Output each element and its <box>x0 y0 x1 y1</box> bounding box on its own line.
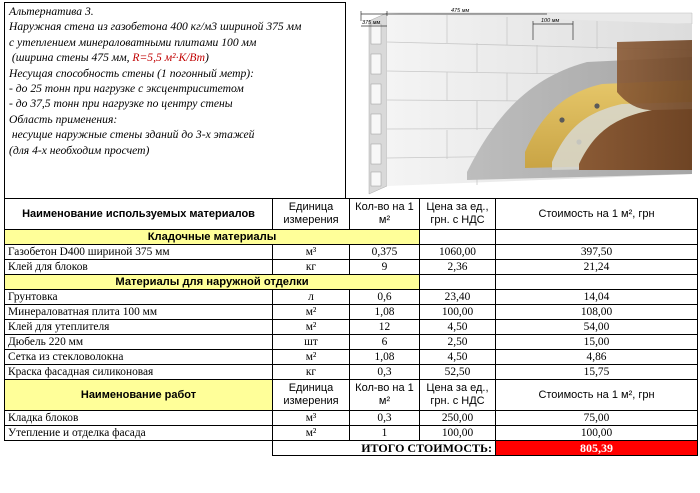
cell-qty: 0,375 <box>350 245 420 260</box>
col-header-name: Наименование используемых материалов <box>5 199 273 230</box>
cell-unit: м³ <box>273 411 350 426</box>
cell-unit: м² <box>273 426 350 441</box>
desc-line: (для 4-х необходим просчет) <box>9 143 150 157</box>
total-label: ИТОГО СТОИМОСТЬ: <box>273 441 496 456</box>
desc-line: с утеплением минераловатными плитами 100 мм <box>9 35 257 49</box>
cell-cost: 54,00 <box>496 320 698 335</box>
cell-qty: 0,3 <box>350 411 420 426</box>
cell-name: Краска фасадная силиконовая <box>5 365 273 380</box>
cell-name: Утепление и отделка фасада <box>5 426 273 441</box>
cell-name: Дюбель 220 мм <box>5 335 273 350</box>
cell-price: 1060,00 <box>420 245 496 260</box>
cell-cost: 397,50 <box>496 245 698 260</box>
cell-price: 100,00 <box>420 426 496 441</box>
col-header-price: Цена за ед., грн. с НДС <box>420 199 496 230</box>
desc-close-paren: ) <box>205 51 209 65</box>
col-header-cost: Стоимость на 1 м², грн <box>496 380 698 411</box>
desc-line: - до 25 тонн при нагрузке с эксцентриситетом <box>9 81 244 95</box>
dim-total-label: 475 мм <box>451 8 470 14</box>
col-header-unit: Единица измерения <box>273 380 350 411</box>
cell-qty: 6 <box>350 335 420 350</box>
desc-line: Наружная стена из газобетона 400 кг/м3 шириной 375 мм <box>9 20 302 34</box>
cell-cost: 14,04 <box>496 290 698 305</box>
cell-cost: 21,24 <box>496 260 698 275</box>
table-row <box>5 350 698 365</box>
cell-unit: шт <box>273 335 350 350</box>
cell-cost: 108,00 <box>496 305 698 320</box>
cell-unit: кг <box>273 365 350 380</box>
section-title: Кладочные материалы <box>5 230 420 245</box>
col-header-unit: Единица измерения <box>273 199 350 230</box>
cost-table <box>4 198 698 456</box>
total-value: 805,39 <box>496 441 698 456</box>
table-row <box>5 290 698 305</box>
cell-cost: 15,00 <box>496 335 698 350</box>
table-row <box>5 426 698 441</box>
cell-qty: 1 <box>350 426 420 441</box>
cell-price: 4,50 <box>420 320 496 335</box>
cell-unit: кг <box>273 260 350 275</box>
col-header-works: Наименование работ <box>5 380 273 411</box>
cell-qty: 12 <box>350 320 420 335</box>
section-row <box>5 230 698 245</box>
cell-cost: 100,00 <box>496 426 698 441</box>
desc-line: - до 37,5 тонн при нагрузке по центру стены <box>9 97 233 111</box>
cell-name: Сетка из стекловолокна <box>5 350 273 365</box>
cell-unit: л <box>273 290 350 305</box>
cell-unit: м² <box>273 320 350 335</box>
desc-line: Область применения: <box>9 112 118 126</box>
cell-qty: 0,3 <box>350 365 420 380</box>
desc-line: несущие наружные стены зданий до 3-х этажей <box>9 128 255 142</box>
table-row <box>5 365 698 380</box>
works-header-row <box>5 380 698 411</box>
col-header-cost: Стоимость на 1 м², грн <box>496 199 698 230</box>
total-row <box>5 441 698 456</box>
desc-width-text: (ширина стены 475 мм, <box>9 51 133 65</box>
cell-qty: 1,08 <box>350 350 420 365</box>
cell-price: 250,00 <box>420 411 496 426</box>
desc-line: Альтернатива 3. <box>9 5 94 18</box>
cell-unit: м² <box>273 350 350 365</box>
desc-line: Несущая способность стены (1 погонный метр): <box>9 66 254 80</box>
cell-price: 4,50 <box>420 350 496 365</box>
cell-price: 23,40 <box>420 290 496 305</box>
table-row <box>5 260 698 275</box>
table-row <box>5 245 698 260</box>
cell-qty: 1,08 <box>350 305 420 320</box>
table-row <box>5 305 698 320</box>
wall-section-illustration <box>347 2 697 198</box>
table-row <box>5 411 698 426</box>
cell-cost: 4,86 <box>496 350 698 365</box>
cell-price: 2,50 <box>420 335 496 350</box>
cell-price: 2,36 <box>420 260 496 275</box>
materials-header-row <box>5 199 698 230</box>
dim-insulation-label: 100 мм <box>541 18 560 24</box>
col-header-qty: Кол-во на 1 м² <box>350 199 420 230</box>
table-row <box>5 320 698 335</box>
cell-cost: 15,75 <box>496 365 698 380</box>
cell-qty: 9 <box>350 260 420 275</box>
cell-name: Минераловатная плита 100 мм <box>5 305 273 320</box>
cell-name: Кладка блоков <box>5 411 273 426</box>
desc-line-width <box>9 50 345 65</box>
table-row <box>5 335 698 350</box>
cell-name: Газобетон D400 шириной 375 мм <box>5 245 273 260</box>
cell-price: 52,50 <box>420 365 496 380</box>
cell-unit: м³ <box>273 245 350 260</box>
cell-qty: 0,6 <box>350 290 420 305</box>
cell-name: Клей для блоков <box>5 260 273 275</box>
section-row <box>5 275 698 290</box>
cell-cost: 75,00 <box>496 411 698 426</box>
dim-block-label: 375 мм <box>362 20 381 26</box>
section-title: Материалы для наружной отделки <box>5 275 420 290</box>
wall-description <box>4 2 346 198</box>
col-header-qty: Кол-во на 1 м² <box>350 380 420 411</box>
col-header-price: Цена за ед., грн. с НДС <box>420 380 496 411</box>
cell-price: 100,00 <box>420 305 496 320</box>
cell-name: Грунтовка <box>5 290 273 305</box>
r-value: R=5,5 м²·К/Вт <box>132 51 205 65</box>
cell-name: Клей для утеплителя <box>5 320 273 335</box>
cell-unit: м² <box>273 305 350 320</box>
